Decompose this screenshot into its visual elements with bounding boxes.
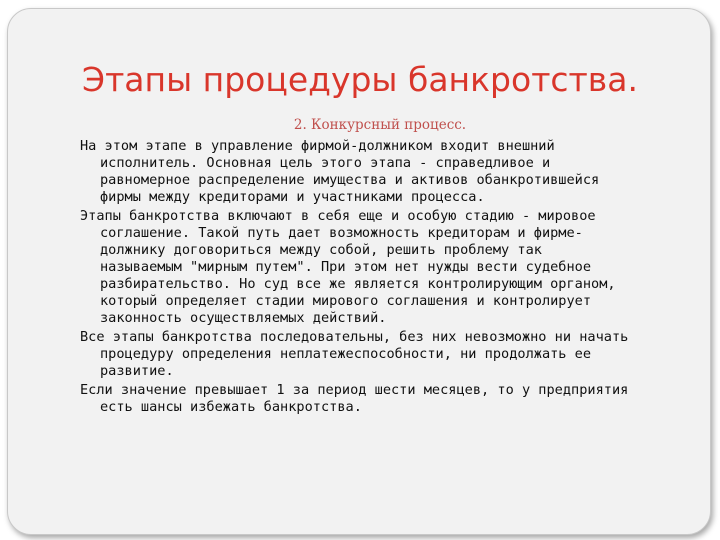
text-line: разбирательство. Но суд все же является контролирующим органом, xyxy=(100,276,616,292)
text-line: исполнитель. Основная цель этого этапа - справедливое и xyxy=(100,155,551,171)
text-line: процедуру определения неплатежеспособности, ни продолжать ее xyxy=(100,346,592,362)
paragraph xyxy=(80,382,680,416)
text-line: называемым "мирным путем". При этом нет нужды вести судебное xyxy=(100,259,592,275)
paragraph xyxy=(80,138,680,206)
text-line: соглашение. Такой путь дает возможность кредиторам и фирме- xyxy=(100,225,583,241)
text-line: законность осуществляемых действий. xyxy=(100,310,387,326)
text-line: На этом этапе в управление фирмой-должником входит внешний xyxy=(80,138,555,154)
text-line: есть шансы избежать банкротства. xyxy=(100,399,362,415)
text-line: Если значение превышает 1 за период шести месяцев, то у предприятия xyxy=(80,382,629,398)
slide-subtitle: 2. Конкурсный процесс. xyxy=(293,117,467,133)
slide-body xyxy=(80,138,680,418)
text-line: который определяет стадии мирового соглашения и контролирует xyxy=(100,293,592,309)
text-line: должнику договориться между собой, решить проблему так xyxy=(100,242,542,258)
text-line: развитие. xyxy=(100,363,174,379)
slide-title: Этапы процедуры банкротства. xyxy=(82,60,638,99)
text-line: Все этапы банкротства последовательны, без них невозможно ни начать xyxy=(80,329,629,345)
text-line: равномерное распределение имущества и активов обанкротившейся xyxy=(100,172,600,188)
text-line: Этапы банкротства включают в себя еще и особую стадию - мировое xyxy=(80,208,596,224)
paragraph xyxy=(80,329,680,380)
paragraph xyxy=(80,208,680,327)
text-line: фирмы между кредиторами и участниками процесса. xyxy=(100,189,485,205)
